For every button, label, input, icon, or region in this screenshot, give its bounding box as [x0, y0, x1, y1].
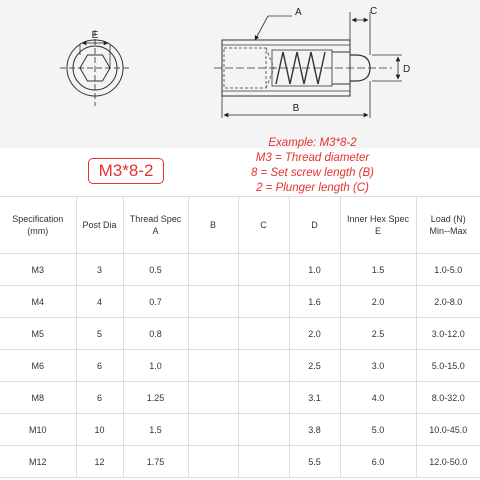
cell-b: [188, 318, 238, 350]
cell-inner-hex: 5.0: [340, 414, 416, 446]
cell-d: 2.0: [289, 318, 340, 350]
cell-thread-spec: 1.5: [123, 414, 188, 446]
header-d: [289, 197, 340, 254]
header-text: Load (N): [430, 214, 466, 224]
side-view: [214, 12, 402, 118]
header-thread-spec: [123, 197, 188, 254]
cell-specification: M8: [0, 382, 76, 414]
header-text: B: [209, 220, 216, 230]
cell-thread-spec: 0.7: [123, 286, 188, 318]
cell-specification: M6: [0, 350, 76, 382]
label-a: A: [295, 7, 302, 18]
cell-post-dia: 12: [76, 446, 123, 478]
cell-c: [238, 382, 289, 414]
header-text: Inner Hex Spec: [346, 214, 410, 224]
cell-load: 5.0-15.0: [416, 350, 480, 382]
table-header-row: [0, 197, 480, 254]
cell-c: [238, 254, 289, 286]
cell-c: [238, 318, 289, 350]
cell-b: [188, 446, 238, 478]
cell-thread-spec: 1.75: [123, 446, 188, 478]
cell-b: [188, 286, 238, 318]
a-leader-arrow: [255, 16, 268, 40]
header-inner-hex: [340, 197, 416, 254]
cell-load: 2.0-8.0: [416, 286, 480, 318]
cell-specification: M3: [0, 254, 76, 286]
header-text: Post Dia: [82, 220, 117, 230]
cell-post-dia: 10: [76, 414, 123, 446]
cell-specification: M4: [0, 286, 76, 318]
cell-inner-hex: 4.0: [340, 382, 416, 414]
cell-d: 3.1: [289, 382, 340, 414]
header-subtext: Min--Max: [429, 226, 467, 236]
cell-d: 2.5: [289, 350, 340, 382]
cell-thread-spec: 1.0: [123, 350, 188, 382]
header-b: [188, 197, 238, 254]
header-text: D: [311, 220, 318, 230]
cell-c: [238, 414, 289, 446]
example-line: Example: M3*8-2: [268, 137, 357, 149]
cell-inner-hex: 1.5: [340, 254, 416, 286]
drawing-svg: [0, 0, 480, 148]
header-specification: [0, 197, 76, 254]
example-explanation: [150, 136, 475, 196]
header-subtext: (mm): [27, 226, 49, 236]
table-row: [0, 382, 480, 414]
table-row: [0, 318, 480, 350]
model-badge: M3*8-2: [88, 158, 164, 184]
cell-thread-spec: 0.8: [123, 318, 188, 350]
example-line: M3 = Thread diameter: [255, 152, 370, 164]
cell-post-dia: 6: [76, 382, 123, 414]
cell-inner-hex: 2.5: [340, 318, 416, 350]
end-view: [60, 30, 130, 106]
spec-table: [0, 196, 480, 478]
cell-specification: M10: [0, 414, 76, 446]
cell-post-dia: 4: [76, 286, 123, 318]
cell-load: 12.0-50.0: [416, 446, 480, 478]
cell-b: [188, 414, 238, 446]
cell-load: 1.0-5.0: [416, 254, 480, 286]
cell-load: 10.0-45.0: [416, 414, 480, 446]
table-row: [0, 254, 480, 286]
label-b: B: [292, 103, 300, 114]
header-post-dia: [76, 197, 123, 254]
cell-specification: M12: [0, 446, 76, 478]
header-text: Specification: [12, 214, 64, 224]
table-row: [0, 350, 480, 382]
technical-drawing: [0, 0, 480, 148]
cell-thread-spec: 1.25: [123, 382, 188, 414]
table-row: [0, 414, 480, 446]
cell-b: [188, 382, 238, 414]
cell-c: [238, 446, 289, 478]
table-body: [0, 254, 480, 478]
cell-thread-spec: 0.5: [123, 254, 188, 286]
cell-b: [188, 254, 238, 286]
cell-d: 3.8: [289, 414, 340, 446]
header-subtext: A: [152, 226, 159, 236]
cell-load: 3.0-12.0: [416, 318, 480, 350]
cell-c: [238, 286, 289, 318]
cell-d: 1.0: [289, 254, 340, 286]
cell-specification: M5: [0, 318, 76, 350]
cell-inner-hex: 6.0: [340, 446, 416, 478]
cell-post-dia: 3: [76, 254, 123, 286]
cell-post-dia: 5: [76, 318, 123, 350]
cell-d: 5.5: [289, 446, 340, 478]
label-d: D: [403, 64, 411, 75]
header-subtext: E: [374, 226, 381, 236]
cell-inner-hex: 2.0: [340, 286, 416, 318]
cell-d: 1.6: [289, 286, 340, 318]
label-e: E: [91, 30, 99, 41]
example-line: 8 = Set screw length (B): [250, 167, 375, 179]
cell-b: [188, 350, 238, 382]
cell-c: [238, 350, 289, 382]
cell-post-dia: 6: [76, 350, 123, 382]
example-line: 2 = Plunger length (C): [256, 182, 369, 194]
header-text: Thread Spec: [129, 214, 182, 224]
header-c: [238, 197, 289, 254]
cell-inner-hex: 3.0: [340, 350, 416, 382]
cell-load: 8.0-32.0: [416, 382, 480, 414]
header-text: C: [260, 220, 267, 230]
table-row: [0, 446, 480, 478]
header-load: [416, 197, 480, 254]
label-c: C: [370, 6, 378, 17]
table-row: [0, 286, 480, 318]
